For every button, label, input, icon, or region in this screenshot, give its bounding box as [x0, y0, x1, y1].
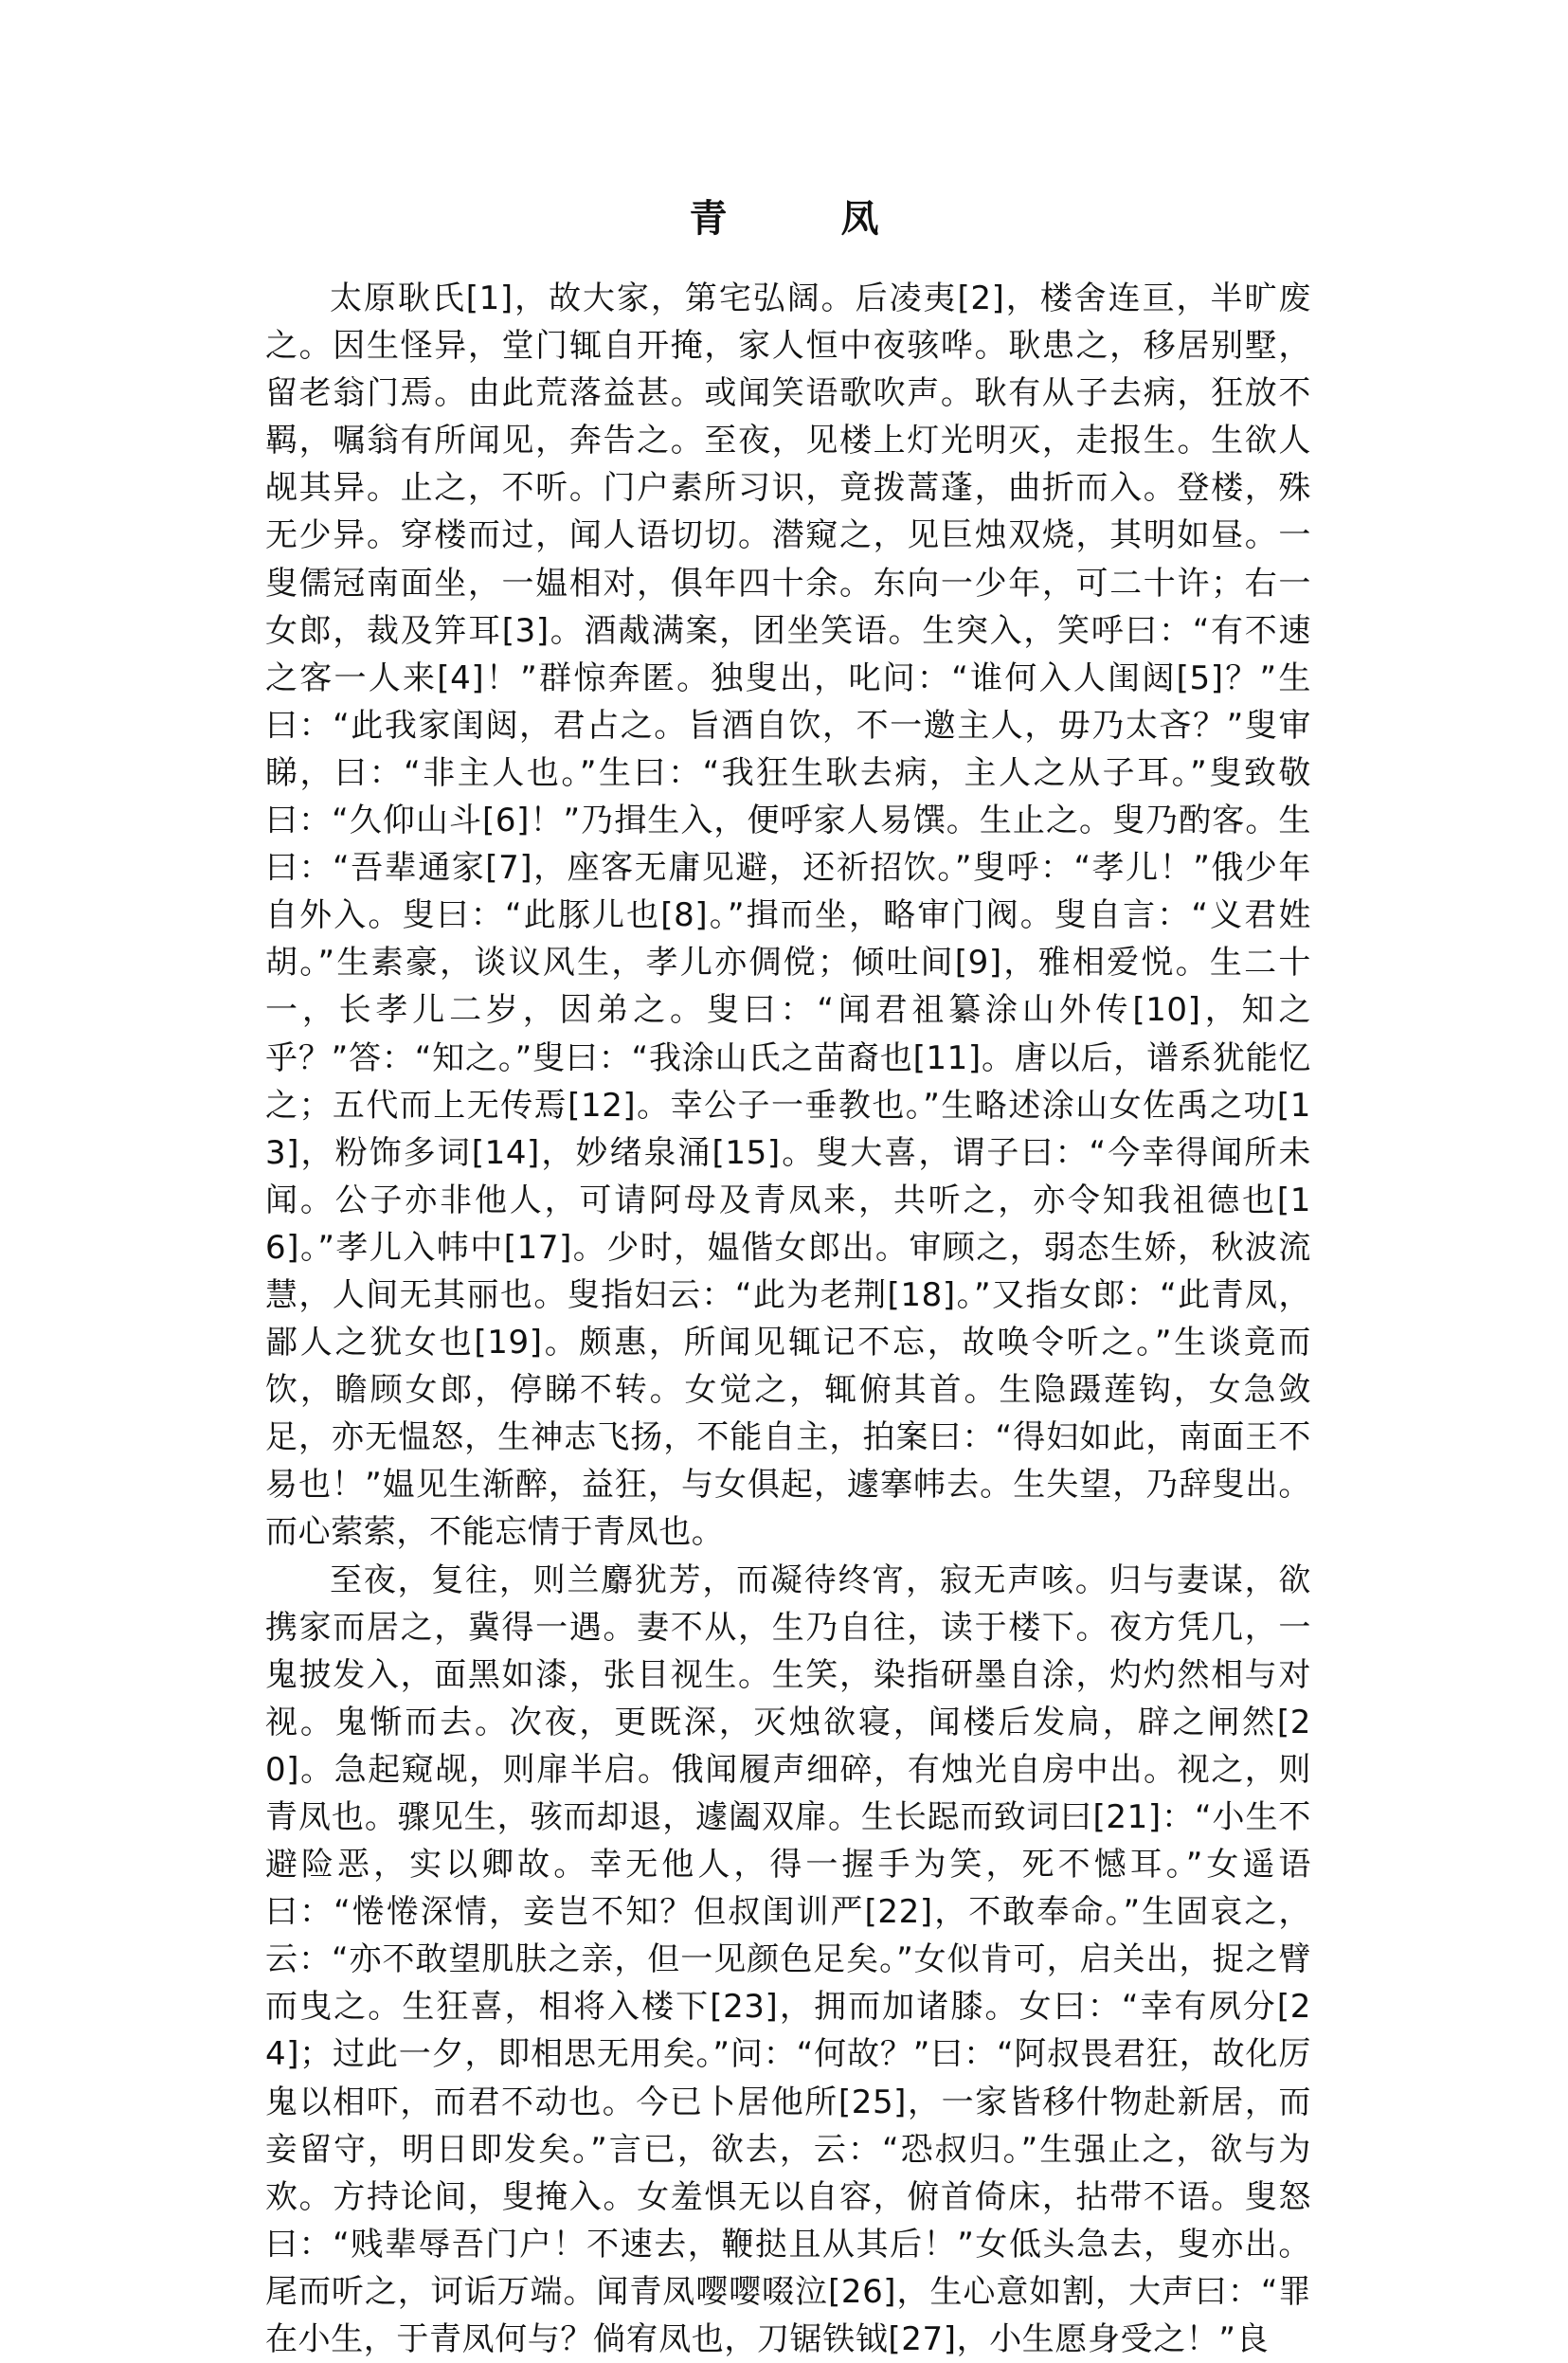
body-text [265, 275, 1311, 2363]
paragraph-1: 太原耿氏[1]，故大家，第宅弘阔。后凌夷[2]，楼舍连亘，半旷废之。因生怪异，堂门辄自开掩，家人恒中夜骇哗。耿患之，移居别墅，留老翁门焉。由此荒落益甚。或闻笑语歌吹声。耿有从子去病，狂放不羁，嘱翁有所闻见，奔告之。至夜，见楼上灯光明灭，走报生。生欲人觇其异。止之，不听。门户素所习识，竟拨蒿蓬，曲折而入。登楼，殊无少异。穿楼而过，闻人语切切。潜窥之，见巨烛双烧，其明如昼。一叟儒冠南面坐，一媪相对，俱年四十余。东向一少年，可二十许；右一女郎，裁及笄耳[3]。酒胾满案，团坐笑语。生突入，笑呼曰：“有不速之客一人来[4]！”群惊奔匿。独叟出，叱问：“谁何入人闺闼[5]？”生曰：“此我家闺闼，君占之。旨酒自饮，不一邀主人，毋乃太吝？”叟审睇，曰：“非主人也。”生曰：“我狂生耿去病，主人之从子耳。”叟致敬曰：“久仰山斗[6]！”乃揖生入，便呼家人易馔。生止之。叟乃酌客。生曰：“吾辈通家[7]，座客无庸见避，还祈招饮。”叟呼：“孝儿！”俄少年自外入。叟曰：“此豚儿也[8]。”揖而坐，略审门阀。叟自言：“义君姓胡。”生素豪，谈议风生，孝儿亦倜傥；倾吐间[9]，雅相爱悦。生二十一，长孝儿二岁，因弟之。叟曰：“闻君祖纂涂山外传[10]，知之乎？”答：“知之。”叟曰：“我涂山氏之苗裔也[11]。唐以后，谱系犹能忆之；五代而上无传焉[12]。幸公子一垂教也。”生略述涂山女佐禹之功[13]，粉饰多词[14]，妙绪泉涌[15]。叟大喜，谓子曰：“今幸得闻所未闻。公子亦非他人，可请阿母及青凤来，共听之，亦令知我祖德也[16]。”孝儿入帏中[17]。少时，媪偕女郎出。审顾之，弱态生娇，秋波流慧，人间无其丽也。叟指妇云：“此为老荆[18]。”又指女郎：“此青凤，鄙人之犹女也[19]。颇惠，所闻见辄记不忘，故唤令听之。”生谈竟而饮，瞻顾女郎，停睇不转。女觉之，辄俯其首。生隐蹑莲钩，女急敛足，亦无愠怒，生神志飞扬，不能自主，拍案曰：“得妇如此，南面王不易也！”媪见生渐醉，益狂，与女俱起，遽搴帏去。生失望，乃辞叟出。而心萦萦，不能忘情于青凤也。 [265, 280, 1311, 1552]
paragraph-2: 至夜，复往，则兰麝犹芳，而凝待终宵，寂无声咳。归与妻谋，欲携家而居之，冀得一遇。妻不从，生乃自往，读于楼下。夜方凭几，一鬼披发入，面黑如漆，张目视生。生笑，染指研墨自涂，灼灼然相与对视。鬼惭而去。次夜，更既深，灭烛欲寝，闻楼后发扃，辟之闸然[20]。急起窥觇，则扉半启。俄闻履声细碎，有烛光自房中出。视之，则青凤也。骤见生，骇而却退，遽阖双扉。生长跽而致词曰[21]：“小生不避险恶，实以卿故。幸无他人，得一握手为笑，死不憾耳。”女遥语曰：“惓惓深情，妾岂不知？但叔闺训严[22]，不敢奉命。”生固哀之，云：“亦不敢望肌肤之亲，但一见颜色足矣。”女似肯可，启关出，捉之臂而曳之。生狂喜，相将入楼下[23]，拥而加诸膝。女曰：“幸有夙分[24]；过此一夕，即相思无用矣。”问：“何故？”曰：“阿叔畏君狂，故化厉鬼以相吓，而君不动也。今已卜居他所[25]，一家皆移什物赴新居，而妾留守，明日即发矣。”言已，欲去，云：“恐叔归。”生强止之，欲与为欢。方持论间，叟掩入。女羞惧无以自容，俯首倚床，拈带不语。叟怒曰：“贱辈辱吾门户！不速去，鞭挞且从其后！”女低头急去，叟亦出。尾而听之，诃诟万端。闻青凤嘤嘤啜泣[26]，生心意如割，大声曰：“罪在小生，于青凤何与？倘宥凤也，刀锯铁钺[27]，小生愿身受之！”良 [265, 1560, 1311, 2359]
page-title: 青 凤 [689, 197, 917, 241]
